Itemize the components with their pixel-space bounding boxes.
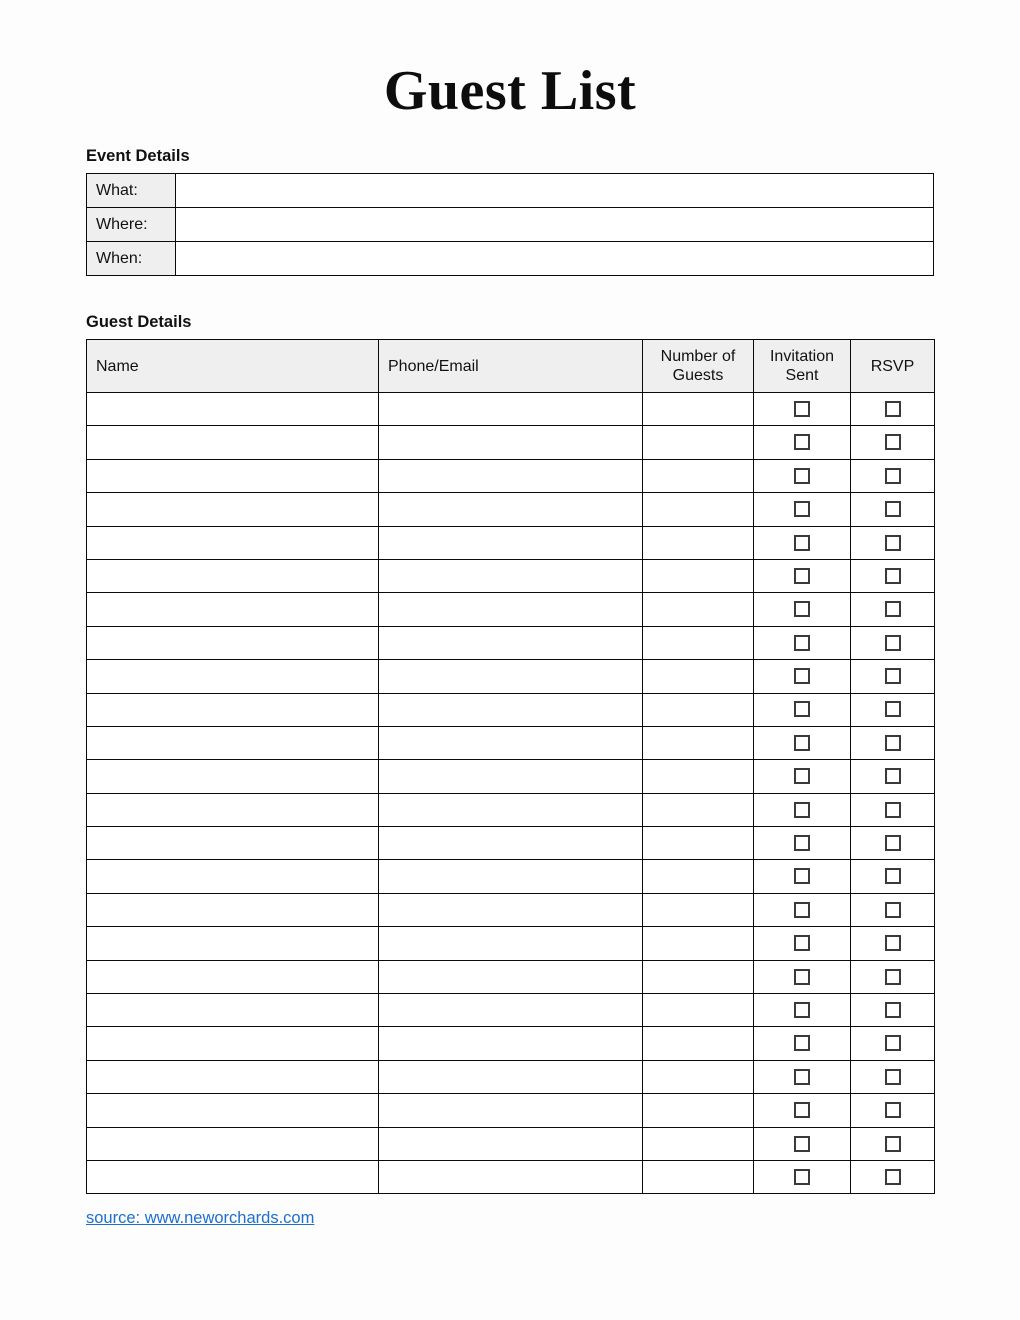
table-row [87,1127,935,1160]
rsvp-cell[interactable] [851,593,935,626]
rsvp-cell[interactable] [851,559,935,592]
rsvp-checkbox-icon[interactable] [885,835,901,851]
guest-count-cell[interactable] [643,927,754,960]
invitation-sent-cell[interactable] [754,693,851,726]
page-title: Guest List [383,60,637,122]
column-header-rsvp: RSVP [851,340,935,393]
table-row [87,893,935,926]
table-row [87,726,935,759]
table-row [87,1027,935,1060]
table-row [87,1094,935,1127]
guest-name-cell[interactable] [87,593,379,626]
rsvp-cell[interactable] [851,493,935,526]
guest-name-cell[interactable] [87,860,379,893]
invitation-sent-checkbox-icon[interactable] [794,1102,810,1118]
guest-details-header [87,340,935,393]
guest-name-cell[interactable] [87,660,379,693]
rsvp-checkbox-icon[interactable] [885,935,901,951]
guest-name-cell[interactable] [87,459,379,492]
rsvp-checkbox-icon[interactable] [885,568,901,584]
invitation-sent-checkbox-icon[interactable] [794,668,810,684]
rsvp-checkbox-icon[interactable] [885,1169,901,1185]
rsvp-cell[interactable] [851,927,935,960]
guest-count-cell[interactable] [643,393,754,426]
table-row [87,593,935,626]
table-row [87,493,935,526]
guest-contact-cell[interactable] [379,994,643,1027]
event-details-table [86,173,934,276]
invitation-sent-cell[interactable] [754,893,851,926]
guest-count-cell[interactable] [643,426,754,459]
table-row [87,626,935,659]
table-row [87,1060,935,1093]
rsvp-cell[interactable] [851,893,935,926]
rsvp-checkbox-icon[interactable] [885,1002,901,1018]
invitation-sent-cell[interactable] [754,726,851,759]
guest-name-cell[interactable] [87,559,379,592]
guest-contact-cell[interactable] [379,1060,643,1093]
rsvp-checkbox-icon[interactable] [885,1136,901,1152]
guest-details-body [87,393,935,1194]
rsvp-cell[interactable] [851,960,935,993]
invitation-sent-cell[interactable] [754,426,851,459]
guest-contact-cell[interactable] [379,927,643,960]
invitation-sent-checkbox-icon[interactable] [794,601,810,617]
guest-count-cell[interactable] [643,726,754,759]
invitation-sent-cell[interactable] [754,760,851,793]
rsvp-checkbox-icon[interactable] [885,668,901,684]
rsvp-checkbox-icon[interactable] [885,969,901,985]
rsvp-cell[interactable] [851,726,935,759]
invitation-sent-checkbox-icon[interactable] [794,735,810,751]
rsvp-checkbox-icon[interactable] [885,501,901,517]
guest-name-cell[interactable] [87,793,379,826]
invitation-sent-checkbox-icon[interactable] [794,768,810,784]
guest-contact-cell[interactable] [379,827,643,860]
table-row [87,860,935,893]
rsvp-checkbox-icon[interactable] [885,434,901,450]
guest-name-cell[interactable] [87,526,379,559]
rsvp-cell[interactable] [851,827,935,860]
rsvp-checkbox-icon[interactable] [885,635,901,651]
rsvp-checkbox-icon[interactable] [885,468,901,484]
guest-contact-cell[interactable] [379,726,643,759]
rsvp-checkbox-icon[interactable] [885,1035,901,1051]
guest-name-cell[interactable] [87,960,379,993]
invitation-sent-checkbox-icon[interactable] [794,701,810,717]
guest-count-cell[interactable] [643,493,754,526]
page-content [86,124,934,1228]
table-row [87,208,934,242]
invitation-sent-checkbox-icon[interactable] [794,535,810,551]
guest-name-cell[interactable] [87,760,379,793]
table-row [87,693,935,726]
guest-name-cell[interactable] [87,393,379,426]
table-row [87,242,934,276]
rsvp-checkbox-icon[interactable] [885,735,901,751]
invitation-sent-cell[interactable] [754,526,851,559]
invitation-sent-checkbox-icon[interactable] [794,434,810,450]
rsvp-cell[interactable] [851,1094,935,1127]
guest-name-cell[interactable] [87,493,379,526]
rsvp-checkbox-icon[interactable] [885,1069,901,1085]
guest-contact-cell[interactable] [379,793,643,826]
guest-count-cell[interactable] [643,459,754,492]
guest-contact-cell[interactable] [379,593,643,626]
guest-name-cell[interactable] [87,827,379,860]
column-header-number-of-guests: Number of Guests [643,340,754,393]
table-row [87,927,935,960]
invitation-sent-cell[interactable] [754,1094,851,1127]
invitation-sent-checkbox-icon[interactable] [794,1035,810,1051]
guest-count-cell[interactable] [643,1060,754,1093]
rsvp-checkbox-icon[interactable] [885,1102,901,1118]
guest-name-cell[interactable] [87,1094,379,1127]
guest-count-cell[interactable] [643,827,754,860]
rsvp-cell[interactable] [851,526,935,559]
guest-count-cell[interactable] [643,994,754,1027]
table-row [87,559,935,592]
invitation-sent-checkbox-icon[interactable] [794,1169,810,1185]
invitation-sent-checkbox-icon[interactable] [794,1069,810,1085]
guest-count-cell[interactable] [643,559,754,592]
invitation-sent-cell[interactable] [754,793,851,826]
guest-contact-cell[interactable] [379,426,643,459]
invitation-sent-cell[interactable] [754,827,851,860]
invitation-sent-checkbox-icon[interactable] [794,501,810,517]
guest-count-cell[interactable] [643,1160,754,1193]
guest-contact-cell[interactable] [379,1027,643,1060]
guest-count-cell[interactable] [643,593,754,626]
rsvp-cell[interactable] [851,793,935,826]
rsvp-cell[interactable] [851,693,935,726]
rsvp-checkbox-icon[interactable] [885,868,901,884]
rsvp-checkbox-icon[interactable] [885,701,901,717]
invitation-sent-cell[interactable] [754,393,851,426]
invitation-sent-cell[interactable] [754,1060,851,1093]
guest-contact-cell[interactable] [379,393,643,426]
guest-name-cell[interactable] [87,693,379,726]
guest-name-cell[interactable] [87,726,379,759]
invitation-sent-cell[interactable] [754,960,851,993]
table-row [87,960,935,993]
invitation-sent-cell[interactable] [754,593,851,626]
invitation-sent-cell[interactable] [754,1160,851,1193]
rsvp-checkbox-icon[interactable] [885,802,901,818]
invitation-sent-checkbox-icon[interactable] [794,1136,810,1152]
table-header-row [87,340,935,393]
table-row [87,174,934,208]
source-link[interactable]: source: www.neworchards.com [86,1209,315,1228]
rsvp-checkbox-icon[interactable] [885,535,901,551]
table-row [87,426,935,459]
event-label-what: What: [87,174,176,208]
event-details-heading: Event Details [86,147,190,165]
table-row [87,793,935,826]
table-row [87,393,935,426]
guest-contact-cell[interactable] [379,660,643,693]
guest-name-cell[interactable] [87,994,379,1027]
guest-contact-cell[interactable] [379,559,643,592]
table-row [87,994,935,1027]
guest-contact-cell[interactable] [379,1094,643,1127]
invitation-sent-checkbox-icon[interactable] [794,802,810,818]
guest-name-cell[interactable] [87,893,379,926]
guest-name-cell[interactable] [87,1160,379,1193]
guest-contact-cell[interactable] [379,1127,643,1160]
invitation-sent-checkbox-icon[interactable] [794,868,810,884]
rsvp-checkbox-icon[interactable] [885,401,901,417]
invitation-sent-checkbox-icon[interactable] [794,1002,810,1018]
guest-count-cell[interactable] [643,626,754,659]
invitation-sent-cell[interactable] [754,860,851,893]
guest-contact-cell[interactable] [379,526,643,559]
invitation-sent-cell[interactable] [754,994,851,1027]
column-header-name: Name [87,340,379,393]
event-details-body [87,174,934,276]
guest-details-table [86,339,935,1194]
guest-contact-cell[interactable] [379,626,643,659]
invitation-sent-cell[interactable] [754,626,851,659]
event-value-what[interactable] [176,174,934,208]
invitation-sent-checkbox-icon[interactable] [794,902,810,918]
invitation-sent-cell[interactable] [754,493,851,526]
guest-count-cell[interactable] [643,1027,754,1060]
rsvp-cell[interactable] [851,760,935,793]
invitation-sent-cell[interactable] [754,927,851,960]
table-row [87,1160,935,1193]
guest-name-cell[interactable] [87,426,379,459]
rsvp-cell[interactable] [851,459,935,492]
guest-count-cell[interactable] [643,860,754,893]
guest-count-cell[interactable] [643,660,754,693]
rsvp-cell[interactable] [851,1060,935,1093]
guest-name-cell[interactable] [87,1027,379,1060]
invitation-sent-cell[interactable] [754,1027,851,1060]
invitation-sent-cell[interactable] [754,459,851,492]
table-row [87,459,935,492]
invitation-sent-checkbox-icon[interactable] [794,935,810,951]
guest-contact-cell[interactable] [379,860,643,893]
table-row [87,827,935,860]
guest-contact-cell[interactable] [379,760,643,793]
rsvp-checkbox-icon[interactable] [885,902,901,918]
invitation-sent-checkbox-icon[interactable] [794,401,810,417]
guest-count-cell[interactable] [643,693,754,726]
invitation-sent-checkbox-icon[interactable] [794,635,810,651]
invitation-sent-cell[interactable] [754,660,851,693]
invitation-sent-checkbox-icon[interactable] [794,568,810,584]
guest-details-heading: Guest Details [86,313,192,331]
event-value-where[interactable] [176,208,934,242]
invitation-sent-checkbox-icon[interactable] [794,835,810,851]
column-header-invitation-sent: Invitation Sent [754,340,851,393]
guest-name-cell[interactable] [87,1060,379,1093]
invitation-sent-checkbox-icon[interactable] [794,969,810,985]
rsvp-checkbox-icon[interactable] [885,768,901,784]
guest-contact-cell[interactable] [379,493,643,526]
rsvp-cell[interactable] [851,994,935,1027]
table-row [87,660,935,693]
guest-contact-cell[interactable] [379,459,643,492]
table-row [87,526,935,559]
rsvp-cell[interactable] [851,1127,935,1160]
guest-contact-cell[interactable] [379,960,643,993]
invitation-sent-cell[interactable] [754,1127,851,1160]
rsvp-cell[interactable] [851,1160,935,1193]
event-label-when: When: [87,242,176,276]
guest-contact-cell[interactable] [379,893,643,926]
guest-count-cell[interactable] [643,793,754,826]
event-value-when[interactable] [176,242,934,276]
event-label-where: Where: [87,208,176,242]
guest-count-cell[interactable] [643,526,754,559]
guest-count-cell[interactable] [643,1094,754,1127]
guest-count-cell[interactable] [643,1127,754,1160]
guest-name-cell[interactable] [87,927,379,960]
guest-contact-cell[interactable] [379,693,643,726]
guest-name-cell[interactable] [87,1127,379,1160]
invitation-sent-cell[interactable] [754,559,851,592]
rsvp-cell[interactable] [851,660,935,693]
rsvp-cell[interactable] [851,426,935,459]
guest-contact-cell[interactable] [379,1160,643,1193]
rsvp-checkbox-icon[interactable] [885,601,901,617]
guest-count-cell[interactable] [643,893,754,926]
rsvp-cell[interactable] [851,393,935,426]
rsvp-cell[interactable] [851,626,935,659]
column-header-contact: Phone/Email [379,340,643,393]
guest-name-cell[interactable] [87,626,379,659]
invitation-sent-checkbox-icon[interactable] [794,468,810,484]
table-row [87,760,935,793]
guest-count-cell[interactable] [643,960,754,993]
guest-count-cell[interactable] [643,760,754,793]
rsvp-cell[interactable] [851,1027,935,1060]
rsvp-cell[interactable] [851,860,935,893]
